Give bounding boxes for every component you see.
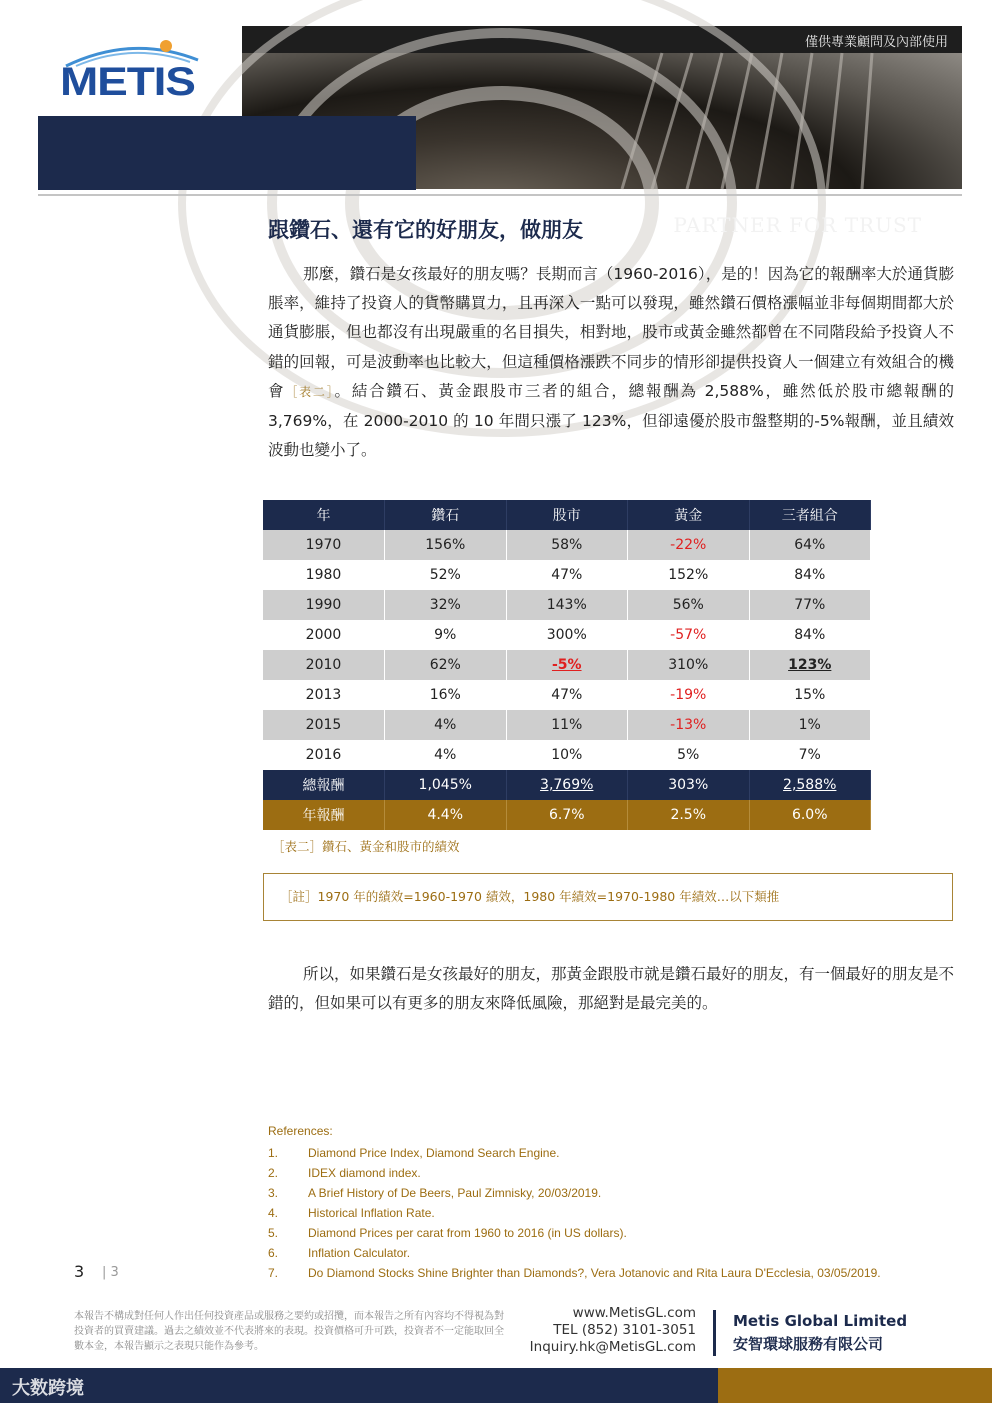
table-note-box: ［註］1970 年的績效=1960-1970 績效，1980 年績效=1970-1980 年績效…以下類推 bbox=[263, 873, 953, 921]
cell: 2010 bbox=[263, 650, 385, 680]
cell: 84% bbox=[749, 560, 871, 590]
table-row bbox=[263, 620, 871, 650]
cell: 10% bbox=[506, 740, 628, 770]
company-name-en: Metis Global Limited bbox=[733, 1312, 908, 1330]
cell: 56% bbox=[628, 590, 750, 620]
header-navy-block bbox=[38, 116, 416, 190]
cell: 123% bbox=[749, 650, 871, 680]
reference-item bbox=[268, 1163, 881, 1183]
annual-return-row bbox=[263, 800, 871, 830]
article-paragraph-2 bbox=[268, 960, 954, 1018]
reference-text: Inflation Calculator. bbox=[308, 1246, 411, 1260]
cell: 1% bbox=[749, 710, 871, 740]
cell: -5% bbox=[506, 650, 628, 680]
cell: 32% bbox=[385, 590, 507, 620]
table-row bbox=[263, 590, 871, 620]
table-row bbox=[263, 650, 871, 680]
cell: 2,588% bbox=[749, 770, 871, 800]
reference-number: 4. bbox=[268, 1206, 279, 1220]
bottom-navy-bar bbox=[0, 1368, 718, 1403]
cell: 6.0% bbox=[749, 800, 871, 830]
table-caption: ［表二］鑽石、黃金和股市的績效 bbox=[272, 839, 460, 854]
table-row bbox=[263, 740, 871, 770]
phone-number: TEL (852) 3101-3051 bbox=[553, 1322, 696, 1338]
cell: 310% bbox=[628, 650, 750, 680]
cell: 5% bbox=[628, 740, 750, 770]
header-gold: 黃金 bbox=[628, 500, 750, 530]
reference-text: IDEX diamond index. bbox=[308, 1166, 421, 1180]
cell: 58% bbox=[506, 530, 628, 560]
header-diamond: 鑽石 bbox=[385, 500, 507, 530]
paragraph-2-text: 所以，如果鑽石是女孩最好的朋友，那黃金跟股市就是鑽石最好的朋友，有一個最好的朋友是不錯的，但如果可以有更多的朋友來降低風險，那絕對是最完美的。 bbox=[268, 965, 955, 1013]
reference-number: 2. bbox=[268, 1166, 279, 1180]
cell: 52% bbox=[385, 560, 507, 590]
reference-number: 6. bbox=[268, 1246, 279, 1260]
table-row bbox=[263, 560, 871, 590]
reference-item bbox=[268, 1143, 881, 1163]
reference-item bbox=[268, 1223, 881, 1243]
metis-logo bbox=[58, 38, 206, 104]
table-row bbox=[263, 710, 871, 740]
cell: 62% bbox=[385, 650, 507, 680]
cell: 9% bbox=[385, 620, 507, 650]
cell: 3,769% bbox=[506, 770, 628, 800]
paragraph-1-text-a: 那麼，鑽石是女孩最好的朋友嗎？長期而言（1960-2016），是的！因為它的報酬率大於通貨膨脹率，維持了投資人的貨幣購買力，且再深入一點可以發現，雖然鑽石價格漲幅並非每個期間都大於通貨膨脹，但也都沒有出現嚴重的名目損失，相對地，股市或黃金雖然都曾在不同階段給予投資人不錯的回報，可是波動率也比較大，但這種價格漲跌不同步的情形卻提供投資人一個建立有效組合的機會 bbox=[268, 265, 954, 400]
cell: 7% bbox=[749, 740, 871, 770]
cell: 156% bbox=[385, 530, 507, 560]
references-section bbox=[268, 1124, 881, 1283]
performance-table bbox=[263, 500, 871, 830]
header-combined: 三者組合 bbox=[749, 500, 871, 530]
reference-item bbox=[268, 1183, 881, 1203]
cell: 1,045% bbox=[385, 770, 507, 800]
cell: 4.4% bbox=[385, 800, 507, 830]
cell: 84% bbox=[749, 620, 871, 650]
paragraph-1-text-b: 。結合鑽石、黃金跟股市三者的組合，總報酬為 2,588%，雖然低於股市總報酬的 3,769%，在 2000-2010 的 10 年間只漲了 123%，但卻遠優於股市盤整期的-5%報酬，並且績效波動也變小了。 bbox=[268, 381, 954, 460]
reference-number: 7. bbox=[268, 1266, 279, 1280]
cell: 2016 bbox=[263, 740, 385, 770]
internal-use-label: 僅供專業顧問及內部使用 bbox=[804, 35, 948, 50]
cell: 303% bbox=[628, 770, 750, 800]
reference-text: Diamond Prices per carat from 1960 to 2016 (in US dollars). bbox=[308, 1226, 627, 1240]
cell: 47% bbox=[506, 560, 628, 590]
cell: 4% bbox=[385, 710, 507, 740]
cell: -19% bbox=[628, 680, 750, 710]
reference-item bbox=[268, 1203, 881, 1223]
cell: 2015 bbox=[263, 710, 385, 740]
cell: -22% bbox=[628, 530, 750, 560]
article-paragraph-1 bbox=[268, 260, 954, 465]
article-title: 跟鑽石、還有它的好朋友，做朋友 bbox=[268, 218, 583, 242]
logo-text: METIS bbox=[60, 60, 195, 104]
footer-divider bbox=[713, 1310, 716, 1356]
table-row bbox=[263, 680, 871, 710]
cell: 2000 bbox=[263, 620, 385, 650]
cell: 77% bbox=[749, 590, 871, 620]
email-link[interactable]: Inquiry.hk@MetisGL.com bbox=[529, 1339, 696, 1355]
table-reference-link: ［表二］ bbox=[285, 384, 335, 399]
cell: 1990 bbox=[263, 590, 385, 620]
reference-item bbox=[268, 1243, 881, 1263]
cell: 143% bbox=[506, 590, 628, 620]
cell: 11% bbox=[506, 710, 628, 740]
cell: 16% bbox=[385, 680, 507, 710]
reference-number: 3. bbox=[268, 1186, 279, 1200]
table-row bbox=[263, 530, 871, 560]
reference-text: A Brief History of De Beers, Paul Zimnisky, 20/03/2019. bbox=[308, 1186, 602, 1200]
cell: 64% bbox=[749, 530, 871, 560]
cell: 1970 bbox=[263, 530, 385, 560]
references-title: References: bbox=[268, 1124, 333, 1138]
contact-block bbox=[520, 1305, 696, 1356]
table-header-row bbox=[263, 500, 871, 530]
cell: 年報酬 bbox=[263, 800, 385, 830]
reference-item bbox=[268, 1263, 881, 1283]
website-link[interactable]: www.MetisGL.com bbox=[572, 1305, 696, 1321]
watermark-text: 大数跨境 bbox=[12, 1378, 84, 1399]
cell: 總報酬 bbox=[263, 770, 385, 800]
disclaimer-text: 本報告不構成對任何人作出任何投資產品或服務之要約或招攬，而本報告之所有內容均不得視為對投資者的買賣建議。過去之績效並不代表將來的表現。投資價格可升可跌，投資者不一定能取回全數本金，本報告顯示之表現只能作為參考。 bbox=[74, 1311, 504, 1352]
header-divider bbox=[38, 194, 962, 196]
cell: 2.5% bbox=[628, 800, 750, 830]
cell: 152% bbox=[628, 560, 750, 590]
header-stock: 股市 bbox=[506, 500, 628, 530]
cell: 47% bbox=[506, 680, 628, 710]
partner-for-trust-slogan: PARTNER FOR TRUST bbox=[673, 213, 922, 237]
reference-number: 1. bbox=[268, 1146, 279, 1160]
cell: -13% bbox=[628, 710, 750, 740]
reference-text: Historical Inflation Rate. bbox=[308, 1206, 435, 1220]
reference-text: Diamond Price Index, Diamond Search Engine. bbox=[308, 1146, 560, 1160]
page-number-sub: | 3 bbox=[102, 1265, 119, 1280]
reference-text: Do Diamond Stocks Shine Brighter than Diamonds?, Vera Jotanovic and Rita Laura D'Ecclesia, 03/05/2019. bbox=[308, 1266, 881, 1280]
bottom-gold-bar bbox=[718, 1368, 992, 1403]
cell: 1980 bbox=[263, 560, 385, 590]
reference-number: 5. bbox=[268, 1226, 279, 1240]
company-name-zh: 安智環球服務有限公司 bbox=[733, 1335, 884, 1353]
cell: 300% bbox=[506, 620, 628, 650]
header-year: 年 bbox=[263, 500, 385, 530]
page-number: 3 bbox=[74, 1262, 85, 1281]
cell: 15% bbox=[749, 680, 871, 710]
cell: 6.7% bbox=[506, 800, 628, 830]
cell: 4% bbox=[385, 740, 507, 770]
cell: -57% bbox=[628, 620, 750, 650]
cell: 2013 bbox=[263, 680, 385, 710]
total-return-row bbox=[263, 770, 871, 800]
